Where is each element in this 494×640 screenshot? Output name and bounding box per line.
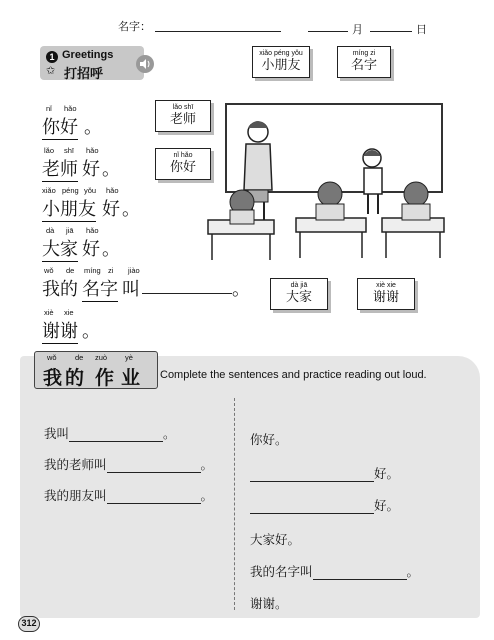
title-pinyin: yè (125, 353, 133, 362)
column-divider (234, 398, 235, 610)
exercise-text: 我的老师叫 (44, 457, 107, 472)
card-text: 谢谢 (372, 290, 399, 305)
pinyin: míng (84, 266, 101, 275)
exercise-left-3 (44, 486, 213, 504)
title-pinyin: de (75, 353, 84, 362)
answer-line[interactable] (142, 293, 232, 294)
section-title-cn: 打招呼 (64, 67, 104, 82)
word-card-da-jia (270, 278, 328, 310)
card-pinyin: xiè xie (376, 282, 396, 289)
day-label: 日 (416, 23, 427, 36)
word-card-xiao-peng-you (252, 46, 310, 78)
answer-line[interactable] (250, 481, 374, 482)
word-card-ming-zi (337, 46, 391, 78)
title-char: 的 (65, 367, 85, 389)
month-label: 月 (352, 23, 363, 36)
exercise-text: 我的朋友叫 (44, 488, 107, 503)
pinyin: hǎo (86, 226, 99, 235)
exercise-right-3 (250, 496, 399, 514)
answer-line[interactable] (107, 503, 201, 504)
title-pinyin: wǒ (47, 353, 57, 362)
pinyin: hǎo (64, 104, 77, 113)
phrase-suffix: 叫 (122, 279, 140, 300)
title-char: 作 (95, 367, 115, 389)
period: 。 (84, 117, 102, 138)
card-pinyin: xiǎo péng yǒu (259, 50, 303, 57)
phrase-suffix: 好 (82, 159, 100, 180)
phrase-xie-xie (42, 308, 142, 342)
pinyin: jiào (128, 266, 140, 275)
exercise-end: 。 (200, 457, 214, 472)
period: 。 (102, 239, 120, 260)
word-card-xie-xie (357, 278, 415, 310)
day-line[interactable] (370, 31, 412, 32)
title-char: 我 (43, 367, 63, 389)
period: 。 (102, 159, 120, 180)
period: 。 (82, 321, 100, 342)
pinyin: dà (46, 226, 55, 235)
pinyin: nǐ (46, 104, 52, 113)
pinyin: péng (62, 186, 79, 195)
pinyin: xie (64, 308, 74, 317)
card-text: 大家 (285, 290, 312, 305)
name-line[interactable] (155, 31, 281, 32)
exercise-right-5 (250, 562, 419, 580)
period: 。 (122, 199, 140, 220)
phrase-da-jia-hao (42, 226, 162, 260)
section-number: 1 (46, 51, 58, 63)
period: 。 (232, 279, 250, 300)
card-text: 老师 (169, 112, 196, 127)
phrase-lao-shi-hao (42, 146, 162, 180)
card-pinyin: dà jiā (290, 282, 308, 289)
phrase-word: 你好 (42, 113, 78, 140)
page-number: 312 (18, 616, 40, 632)
pinyin: wǒ (44, 266, 54, 275)
phrase-word: 老师 (42, 155, 78, 182)
card-text: 名字 (350, 58, 377, 73)
exercise-end: 。 (275, 596, 288, 611)
phrase-word: 小朋友 (42, 195, 96, 222)
exercise-end: 。 (287, 532, 301, 547)
pinyin: shī (64, 146, 75, 155)
phrase-prefix: 我的 (42, 279, 78, 300)
pinyin: yǒu (84, 186, 97, 195)
phrase-suffix: 好 (82, 239, 100, 260)
phrase-ni-hao (42, 104, 142, 138)
answer-line[interactable] (69, 441, 163, 442)
exercise-text: 谢谢 (250, 596, 276, 611)
pinyin: jiā (66, 226, 74, 235)
pinyin: zi (108, 266, 114, 275)
name-label: 名字： (118, 20, 151, 33)
section-title-en: Greetings (62, 49, 114, 61)
section-badge (40, 46, 144, 80)
exercise-right-2 (250, 464, 399, 482)
phrase-word: 大家 (42, 235, 78, 262)
exercise-left-2 (44, 455, 213, 473)
exercise-text: 大家好 (250, 532, 288, 547)
phrase-word: 名字 (82, 275, 118, 302)
title-char: 业 (121, 367, 141, 389)
pinyin: hǎo (86, 146, 99, 155)
exercise-end: 。 (163, 426, 176, 441)
pinyin: hǎo (106, 186, 119, 195)
star-icon: ✩ (46, 64, 56, 77)
pinyin: xiè (44, 308, 54, 317)
homework-title (34, 351, 158, 389)
homework-instruction: Complete the sentences and practice reading out loud. (160, 369, 427, 381)
exercise-left-1 (44, 424, 176, 442)
pinyin: lǎo (44, 146, 55, 155)
pinyin: xiǎo (42, 186, 56, 195)
card-text: 小朋友 (261, 58, 301, 73)
exercise-text: 你好 (250, 432, 276, 447)
card-pinyin: nǐ hǎo (173, 152, 193, 159)
exercise-right-1 (250, 430, 288, 448)
exercise-end: 好。 (374, 498, 400, 513)
card-pinyin: lǎo shī (172, 104, 194, 111)
phrase-word: 谢谢 (42, 317, 78, 344)
answer-line[interactable] (313, 579, 407, 580)
phrase-suffix: 好 (102, 199, 120, 220)
classroom-illustration (200, 110, 450, 265)
card-pinyin: míng zi (352, 50, 376, 57)
exercise-end: 。 (275, 432, 288, 447)
exercise-right-6 (250, 594, 288, 612)
answer-line[interactable] (250, 513, 374, 514)
card-text: 你好 (169, 160, 196, 175)
month-line[interactable] (308, 31, 348, 32)
answer-line[interactable] (107, 472, 201, 473)
exercise-right-4 (250, 530, 300, 548)
exercise-text: 我叫 (44, 426, 70, 441)
phrase-wo-de-ming-zi-jiao (42, 266, 252, 300)
exercise-end: 。 (200, 488, 214, 503)
pinyin: de (66, 266, 75, 275)
speaker-icon[interactable] (136, 55, 154, 73)
exercise-end: 好。 (374, 466, 400, 481)
phrase-xiao-peng-you-hao (42, 186, 182, 220)
exercise-end: 。 (406, 564, 420, 579)
exercise-text: 我的名字叫 (250, 564, 313, 579)
title-pinyin: zuò (95, 353, 108, 362)
